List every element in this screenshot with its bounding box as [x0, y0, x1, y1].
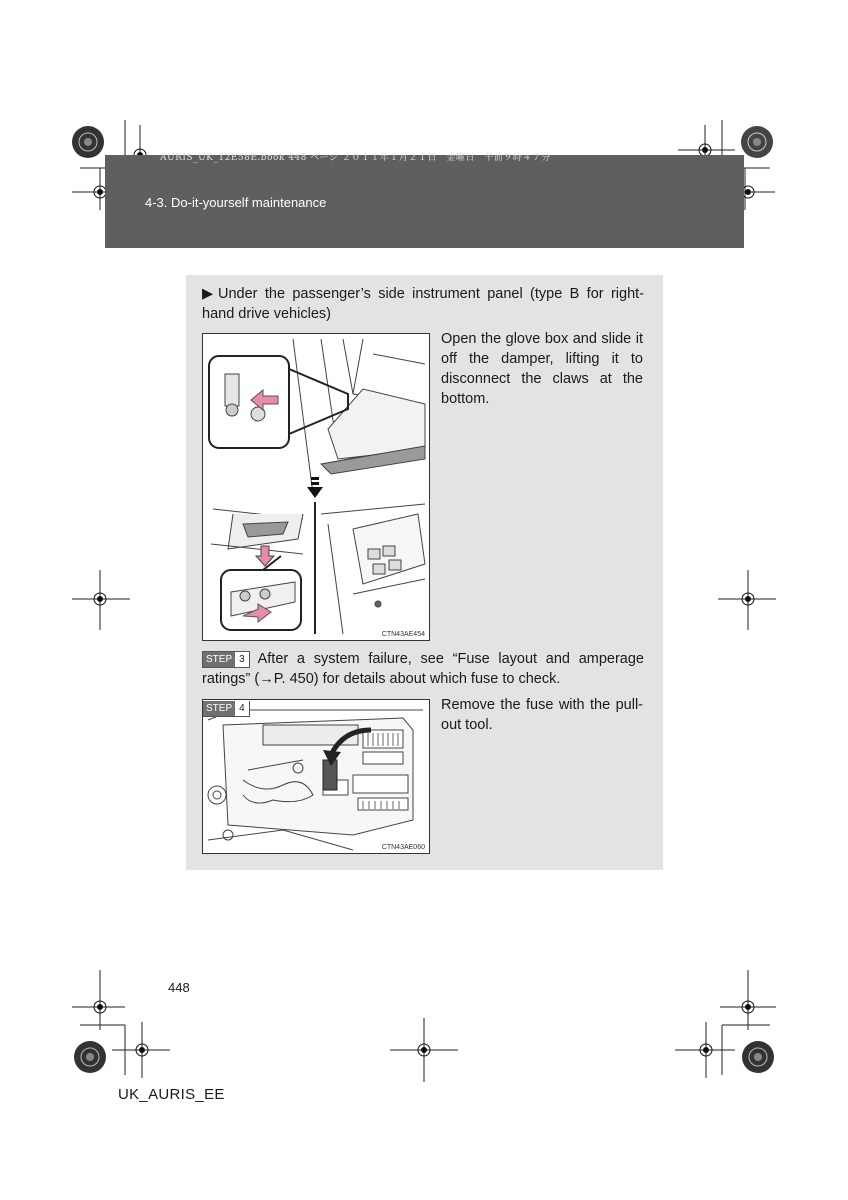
step4-instructions: Remove the fuse with the pull-out tool. — [441, 697, 643, 733]
fuse-box-drawing — [203, 700, 429, 853]
step4-badge-wrap — [203, 700, 250, 718]
reference-arrow: → — [259, 671, 274, 687]
bullet-item — [202, 284, 644, 324]
section-title: 4-3. Do-it-yourself maintenance — [145, 195, 327, 210]
print-info: AURIS_UK_12E58E.book 448 ページ ２０１１年１月２１日 金曜日 午前９時４７分 — [160, 153, 551, 163]
step3-text-before: After a system failure, see “Fuse layout and amperage ratings” ( — [202, 651, 644, 687]
page-number: 448 — [168, 980, 190, 995]
step4-number: 4 — [235, 701, 249, 716]
glove-box-instructions: Open the glove box and slide it off the damper, lifting it to disconnect the claws at the bottom. — [441, 331, 643, 407]
figure1-caption: CTN43AE454 — [381, 631, 425, 638]
step3-number: 3 — [235, 652, 249, 667]
figure2-caption: CTN43AE060 — [381, 844, 425, 851]
step3-label: STEP — [203, 652, 235, 667]
glove-box-drawing — [203, 334, 429, 640]
footer-code: UK_AURIS_EE — [118, 1086, 225, 1103]
bullet-text: Under the passenger’s side instrument panel (type B for right-hand drive vehicles) — [202, 286, 644, 322]
glove-box-illustration — [202, 333, 430, 641]
step4-badge — [203, 701, 250, 717]
triangle-bullet-icon: ▶ — [202, 286, 214, 302]
step3-text-after: P. 450) for details about which fuse to check. — [273, 671, 561, 687]
step3-paragraph — [202, 649, 644, 689]
step3-badge — [202, 651, 250, 668]
step4-label: STEP — [203, 701, 235, 716]
fuse-box-illustration — [202, 699, 430, 854]
